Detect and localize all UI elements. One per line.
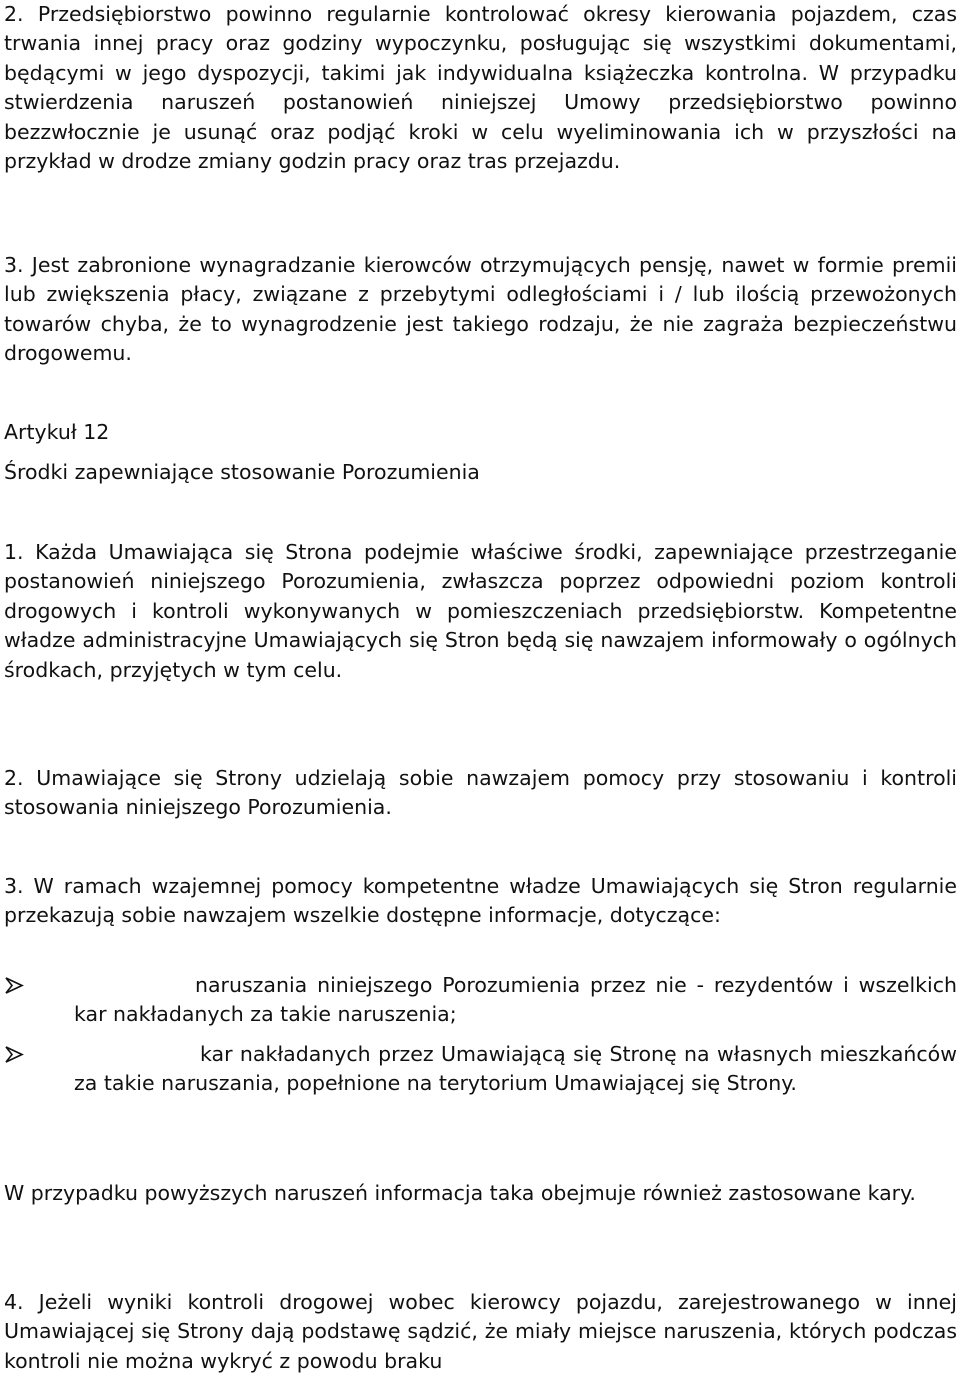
paragraph-3-information-exchange: 3. W ramach wzajemnej pomocy kompetentne władze Umawiających się Stron regularnie przekazują sobie nawzajem wszelkie dostępne informacje, dotyczące: xyxy=(4,874,957,928)
bullet-list-item xyxy=(4,1040,957,1099)
paragraph-1-enforcement-measures: 1. Każda Umawiająca się Strona podejmie właściwe środki, zapewniające przestrzeganie postanowień niniejszego Porozumienia, zwłaszcza poprzez odpowiedni poziom kontroli drogowych i kontroli wykonywanych w pomieszczeniach przedsiębiorstw. Kompetentne władze administracyjne Umawiających się Stron będą się nawzajem informowały o ogólnych środkach, przyjętych w tym celu. xyxy=(4,540,957,682)
paragraph-penalties-info: W przypadku powyższych naruszeń informacja taka obejmuje również zastosowane kary. xyxy=(4,1181,916,1205)
paragraph-3-remuneration-prohibition: 3. Jest zabronione wynagradzanie kierowców otrzymujących pensję, nawet w formie premii lub zwiększenia płacy, związane z przebytymi odległościami i / lub ilością przewożonych towarów chyba, że to wynagrodzenie jest takiego rodzaju, że nie zagraża bezpieczeństwu drogowemu. xyxy=(4,253,957,366)
paragraph-2-mutual-assistance: 2. Umawiające się Strony udzielają sobie nawzajem pomocy przy stosowaniu i kontroli stosowania niniejszego Porozumienia. xyxy=(4,766,957,820)
paragraph-2-driving-time-control: 2. Przedsiębiorstwo powinno regularnie kontrolować okresy kierowania pojazdem, czas trwania innej pracy oraz godziny wypoczynku, posługując się wszystkimi dokumentami, będącymi w jego dyspozycji, takimi jak indywidualna książeczka kontrolna. W przypadku stwierdzenia naruszeń postanowień niniejszej Umowy przedsiębiorstwo powinno bezzwłocznie je usunąć oraz podjąć kroki w celu wyeliminowania ich w przyszłości na przykład w drodze zmiany godzin pracy oraz tras przejazdu. xyxy=(4,2,957,174)
article-number-heading: Artykuł 12 xyxy=(4,420,110,444)
bullet-text: kar nakładanych przez Umawiającą się Stronę na własnych mieszkańców za takie naruszania, popełnione na terytorium Umawiającej się Strony. xyxy=(74,1042,957,1096)
arrowhead-bullet-icon xyxy=(4,971,26,1000)
paragraph-4-roadside-check: 4. Jeżeli wyniki kontroli drogowej wobec kierowcy pojazdu, zarejestrowanego w innej Umawiającej się Strony dają podstawę sądzić, że miały miejsce naruszenia, których podczas kontroli nie można wykryć z powodu braku xyxy=(4,1290,957,1373)
article-title-heading: Środki zapewniające stosowanie Porozumienia xyxy=(4,460,480,484)
arrowhead-bullet-icon xyxy=(4,1040,26,1069)
bullet-text: naruszania niniejszego Porozumienia przez nie - rezydentów i wszelkich kar nakładanych za takie naruszenia; xyxy=(74,973,957,1027)
bullet-list-item xyxy=(4,971,957,1030)
